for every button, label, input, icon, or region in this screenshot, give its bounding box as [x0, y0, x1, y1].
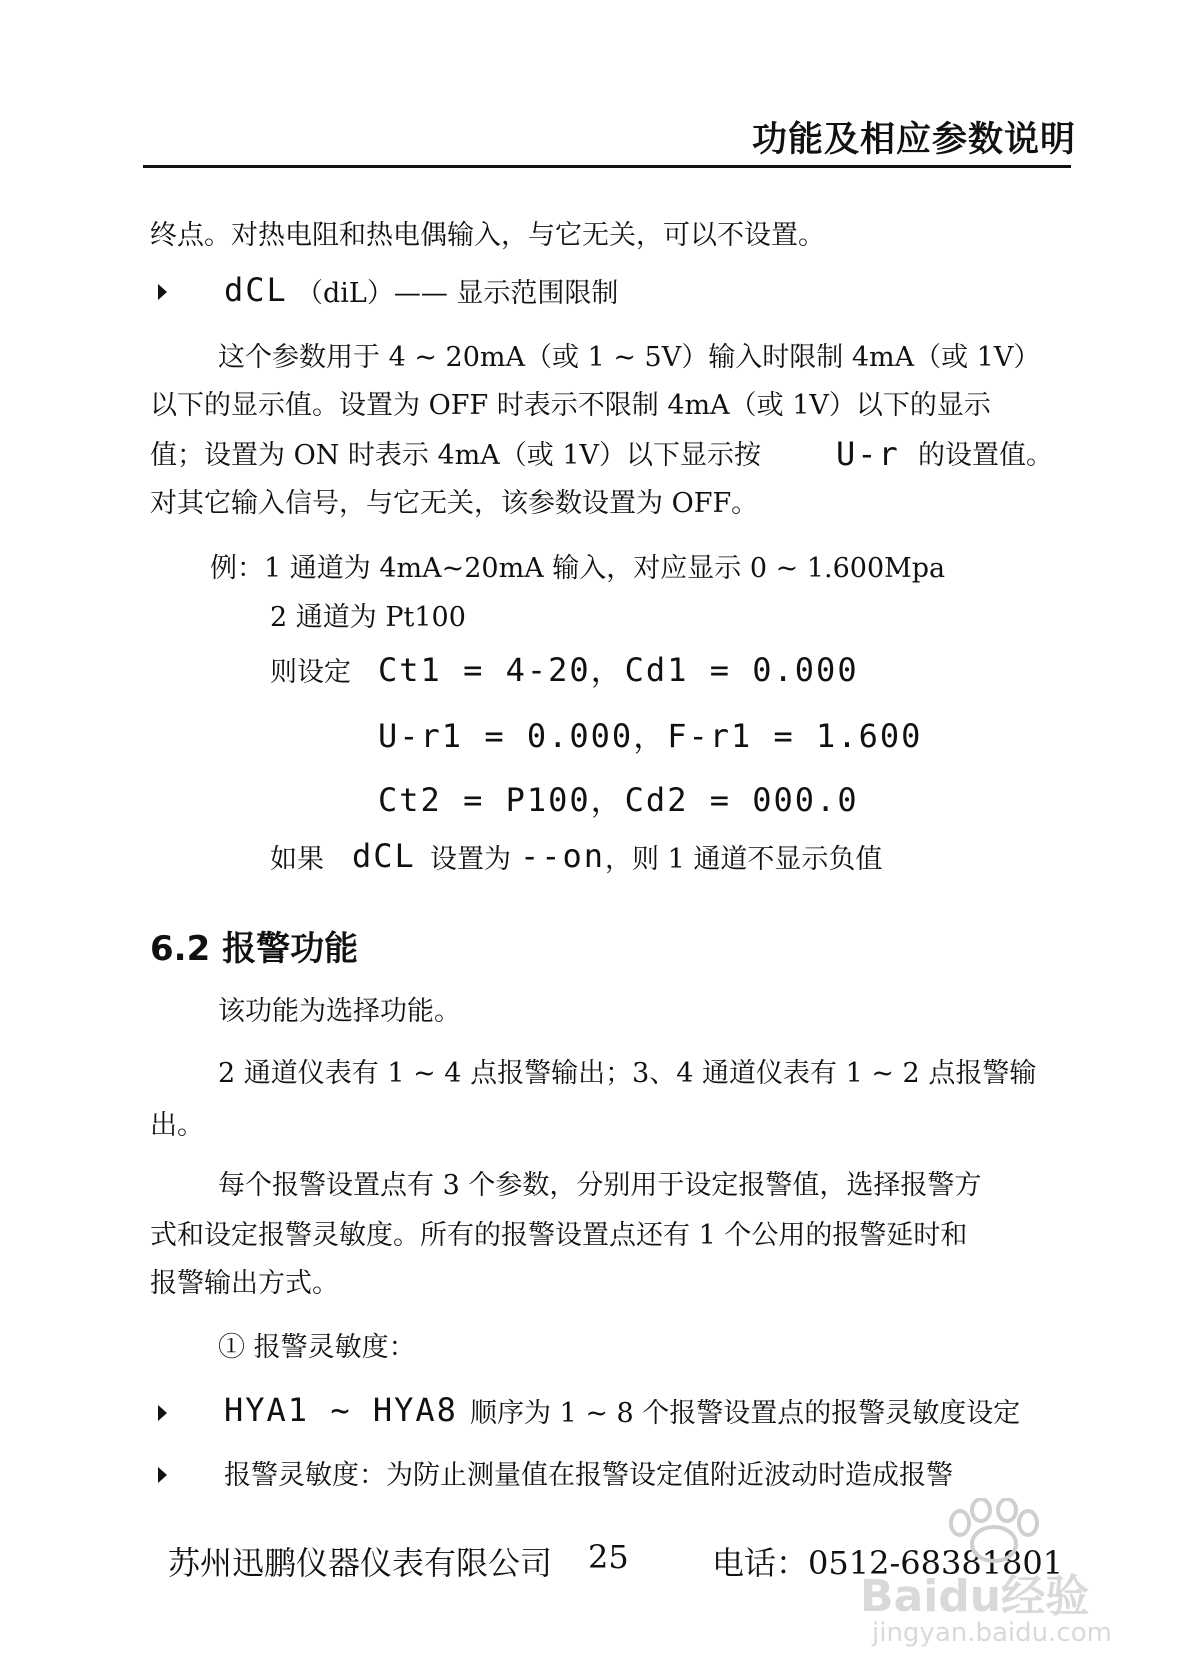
param-dil-desc: （diL）—— 显示范围限制 — [296, 278, 619, 309]
bullet-icon — [158, 1467, 167, 1483]
line-termination: 终点。对热电阻和热电偶输入，与它无关，可以不设置。 — [150, 220, 825, 251]
bullet-icon — [158, 284, 167, 300]
lcd-example-5: Ct2 = P100，Cd2 = 000.0 — [378, 781, 859, 819]
para-dil-3b: 的设置值。 — [918, 440, 1053, 471]
example-line-6-mid: 设置为 — [430, 844, 511, 875]
paw-watermark-icon — [938, 1498, 1050, 1568]
para-dil-3a: 值；设置为 ON 时表示 4mA（或 1V）以下显示按 — [150, 440, 762, 471]
lcd-code-dil-2: dCL — [352, 837, 416, 875]
alarm-bullet-2-text: 报警灵敏度：为防止测量值在报警设定值附近波动时造成报警 — [224, 1460, 953, 1491]
para-dil-2: 以下的显示值。设置为 OFF 时表示不限制 4mA（或 1V）以下的显示 — [150, 390, 991, 421]
alarm-intro: 该功能为选择功能。 — [218, 996, 461, 1027]
lcd-code-ur: U-r — [836, 435, 900, 473]
header-title: 功能及相应参数说明 — [751, 120, 1076, 160]
section-heading: 6.2 报警功能 — [150, 929, 359, 969]
footer-phone: 电话：0512-68381801 — [712, 1544, 1064, 1582]
alarm-sensitivity-heading: ① 报警灵敏度： — [218, 1332, 416, 1363]
alarm-para-2b: 式和设定报警灵敏度。所有的报警设置点还有 1 个公用的报警延时和 — [150, 1220, 968, 1251]
watermark-brand: Baidu经验 — [860, 1571, 1090, 1622]
example-line-6-label: 如果 — [270, 844, 324, 875]
alarm-bullet-1-text: 顺序为 1 ~ 8 个报警设置点的报警灵敏度设定 — [470, 1398, 1021, 1429]
example-line-2: 2 通道为 Pt100 — [270, 602, 466, 633]
header-rule — [143, 165, 1071, 168]
example-line-1: 例：1 通道为 4mA~20mA 输入，对应显示 0 ~ 1.600Mpa — [210, 553, 946, 584]
footer-page-number: 25 — [588, 1538, 629, 1576]
para-dil-1: 这个参数用于 4 ~ 20mA（或 1 ~ 5V）输入时限制 4mA（或 1V） — [218, 342, 1041, 373]
alarm-para-2a: 每个报警设置点有 3 个参数，分别用于设定报警值，选择报警方 — [218, 1170, 982, 1201]
alarm-para-2c: 报警输出方式。 — [150, 1268, 339, 1299]
lcd-code-dil: dCL — [224, 271, 288, 309]
lcd-example-4: U-r1 = 0.000，F-r1 = 1.600 — [378, 717, 923, 755]
bullet-icon — [158, 1405, 167, 1421]
footer-company: 苏州迅鹏仪器仪表有限公司 — [168, 1544, 553, 1582]
lcd-example-3: Ct1 = 4-20，Cd1 = 0.000 — [378, 651, 859, 689]
lcd-code-hya: HYA1 ~ HYA8 — [224, 1391, 458, 1429]
alarm-para-1a: 2 通道仪表有 1 ~ 4 点报警输出；3、4 通道仪表有 1 ~ 2 点报警输 — [218, 1058, 1037, 1089]
lcd-code-on: --on — [520, 837, 606, 875]
example-line-3-label: 则设定 — [270, 657, 351, 688]
para-dil-4: 对其它输入信号，与它无关，该参数设置为 OFF。 — [150, 488, 759, 519]
alarm-para-1b: 出。 — [150, 1110, 204, 1141]
watermark-url: jingyan.baidu.com — [872, 1618, 1112, 1648]
example-line-6-end: ，则 1 通道不显示负值 — [605, 844, 883, 875]
